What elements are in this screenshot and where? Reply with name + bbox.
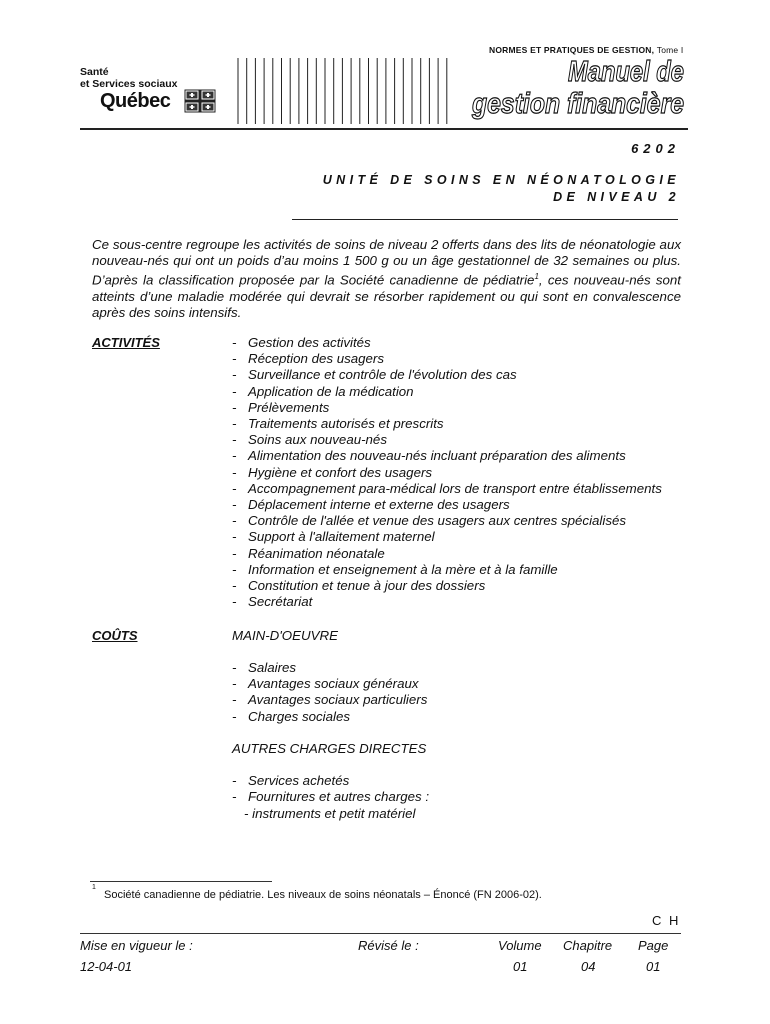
autres-charges-list xyxy=(232,773,429,805)
main-oeuvre-heading: MAIN-D'OEUVRE xyxy=(232,628,338,643)
list-item: - Avantages sociaux particuliers xyxy=(232,692,427,708)
list-item: - Constitution et tenue à jour des dossiers xyxy=(232,578,662,594)
autres-charges-heading: AUTRES CHARGES DIRECTES xyxy=(232,741,427,756)
header-tome: Tome I xyxy=(656,45,684,55)
footnote-number: 1 xyxy=(92,884,96,891)
chapitre-value: 04 xyxy=(581,959,596,974)
page-value: 01 xyxy=(646,959,661,974)
volume-label: Volume xyxy=(498,938,542,953)
logo-quebec: Québec xyxy=(100,90,171,112)
quebec-flag-icon xyxy=(185,90,215,112)
list-item: - Avantages sociaux généraux xyxy=(232,676,427,692)
list-item: - Support à l'allaitement maternel xyxy=(232,529,662,545)
mise-en-vigueur-value: 12-04-01 xyxy=(80,959,133,974)
logo-line2: et Services sociaux xyxy=(80,78,178,90)
main-oeuvre-list xyxy=(232,660,427,725)
revise-label: Révisé le : xyxy=(358,938,419,953)
list-item: - Fournitures et autres charges : xyxy=(232,789,429,805)
manuel-line2: gestion financière xyxy=(471,88,684,120)
list-item: - Prélèvements xyxy=(232,400,662,416)
list-item: - Réanimation néonatale xyxy=(232,546,662,562)
logo-ministry xyxy=(80,66,177,90)
list-item: - Soins aux nouveau-nés xyxy=(232,432,662,448)
list-item: - Traitements autorisés et prescrits xyxy=(232,416,662,432)
mise-en-vigueur-label: Mise en vigueur le : xyxy=(80,938,193,953)
intro-text-1: Ce sous-centre regroupe les activités de soins de niveau 2 offerts dans des lits de néonatologie aux nouveau-nés qui ont un poids d’au moins 1 500 g ou un âge gestationnel de 32 semaines ou plus. D’après la classification proposée par la Société canadienne de pédiatrie xyxy=(92,237,681,288)
header-norms-text: NORMES ET PRATIQUES DE GESTION, xyxy=(489,45,655,55)
list-item: - Alimentation des nouveau-nés incluant préparation des aliments xyxy=(232,448,662,464)
list-item: - Services achetés xyxy=(232,773,429,789)
list-item: - Salaires xyxy=(232,660,427,676)
manuel-title-logo xyxy=(468,53,688,119)
footnote-text: Société canadienne de pédiatrie. Les niveaux de soins néonatals – Énoncé (FN 2006-02). xyxy=(104,889,542,901)
activites-label: ACTIVITÉS xyxy=(92,335,160,350)
document-title-line2: DE NIVEAU 2 xyxy=(553,190,680,204)
decorative-barcode xyxy=(237,58,449,124)
list-item: - Déplacement interne et externe des usagers xyxy=(232,497,662,513)
footnote-rule xyxy=(90,881,272,882)
manuel-line1: Manuel de xyxy=(568,56,684,88)
footer-ch: C H xyxy=(652,913,681,928)
list-item: - Application de la médication xyxy=(232,384,662,400)
chapitre-label: Chapitre xyxy=(563,938,613,953)
list-item: - Charges sociales xyxy=(232,709,427,725)
list-item: - Hygiène et confort des usagers xyxy=(232,465,662,481)
intro-text-2: , ces nouveau-nés sont atteints d’une maladie modérée qui devrait se résorber rapidement ou qui sont en convalescence après des soins intensifs. xyxy=(92,272,681,321)
document-title-line1: UNITÉ DE SOINS EN NÉONATOLOGIE xyxy=(322,173,680,187)
list-item: - Surveillance et contrôle de l'évolution des cas xyxy=(232,367,662,383)
list-item: - Information et enseignement à la mère et à la famille xyxy=(232,562,662,578)
footer-rule xyxy=(80,933,681,934)
activites-list xyxy=(232,335,662,610)
page-label: Page xyxy=(638,938,669,953)
list-item: - Accompagnement para-médical lors de transport entre établissements xyxy=(232,481,662,497)
list-item: - Gestion des activités xyxy=(232,335,662,351)
intro-paragraph xyxy=(92,237,681,321)
title-rule xyxy=(292,219,678,220)
list-item: - Secrétariat xyxy=(232,594,662,610)
header-rule xyxy=(80,128,688,130)
volume-value: 01 xyxy=(513,959,528,974)
document-code: 6202 xyxy=(631,141,680,156)
couts-label: COÛTS xyxy=(92,628,138,643)
instruments-subitem: - instruments et petit matériel xyxy=(244,806,416,821)
list-item: - Réception des usagers xyxy=(232,351,662,367)
list-item: - Contrôle de l'allée et venue des usagers aux centres spécialisés xyxy=(232,513,662,529)
footnote-ref: 1 xyxy=(534,272,539,282)
logo-line1: Santé xyxy=(80,66,109,78)
